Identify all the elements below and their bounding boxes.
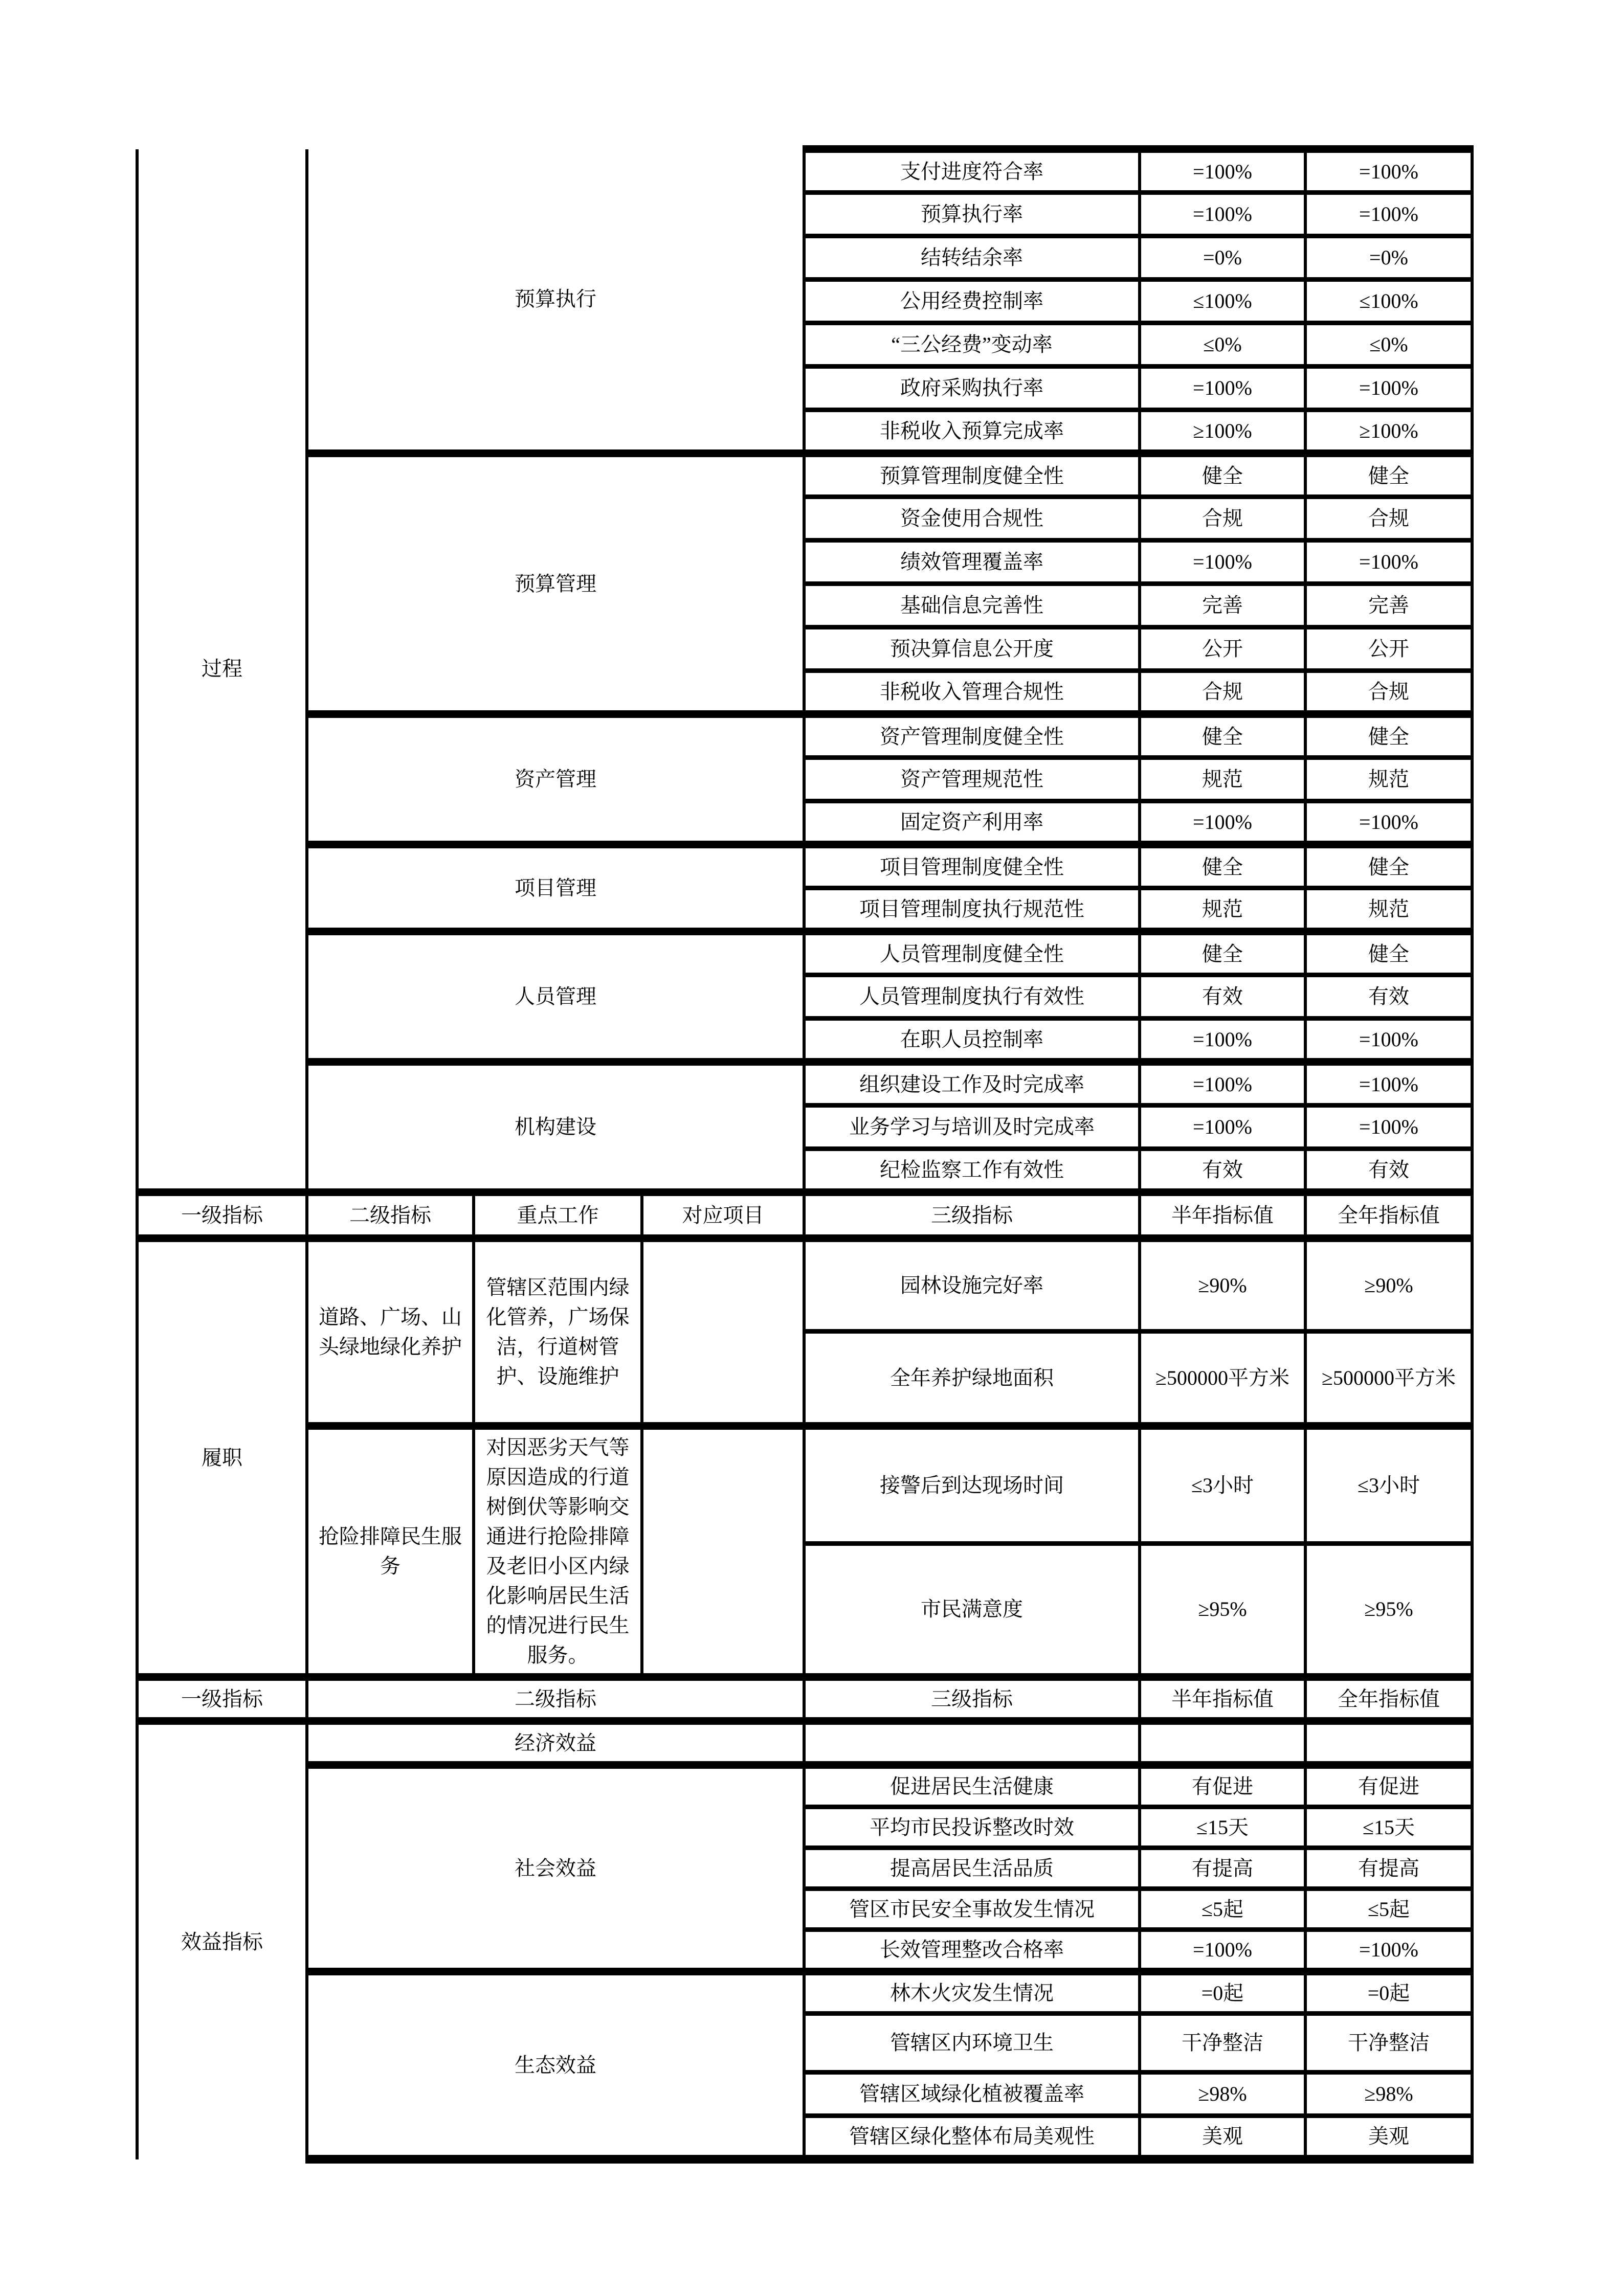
half-year-cell: ≥500000平方米 bbox=[1140, 1332, 1305, 1426]
full-year-cell: =100% bbox=[1305, 1106, 1472, 1149]
half-year-cell: 规范 bbox=[1140, 888, 1305, 932]
indicator-cell: 非税收入预算完成率 bbox=[804, 410, 1140, 454]
full-year-cell: =100% bbox=[1305, 367, 1472, 410]
full-year-cell: ≥100% bbox=[1305, 410, 1472, 454]
indicator-cell: 促进居民生活健康 bbox=[804, 1765, 1140, 1807]
half-year-cell: 健全 bbox=[1140, 454, 1305, 497]
half-year-cell: 有促进 bbox=[1140, 1765, 1305, 1807]
full-year-cell: ≤100% bbox=[1305, 280, 1472, 323]
full-year-cell: 美观 bbox=[1305, 2116, 1472, 2159]
full-year-cell: 合规 bbox=[1305, 497, 1472, 541]
full-year-cell: 有效 bbox=[1305, 975, 1472, 1019]
indicator-cell: 管辖区绿化整体布局美观性 bbox=[804, 2116, 1140, 2159]
table-row bbox=[137, 1239, 1472, 1332]
indicator-cell: 人员管理制度健全性 bbox=[804, 932, 1140, 975]
half-year-cell: 有效 bbox=[1140, 1149, 1305, 1192]
level2-cell-economic-benefit: 经济效益 bbox=[307, 1721, 804, 1765]
table-row bbox=[137, 149, 1472, 193]
half-year-cell: =100% bbox=[1140, 193, 1305, 236]
indicator-cell bbox=[804, 1721, 1140, 1765]
indicator-cell: 林木火灾发生情况 bbox=[804, 1972, 1140, 2014]
indicator-cell: 资产管理制度健全性 bbox=[804, 714, 1140, 758]
half-year-cell: =100% bbox=[1140, 1930, 1305, 1972]
project-cell bbox=[642, 1426, 804, 1677]
full-year-cell: 健全 bbox=[1305, 714, 1472, 758]
full-year-cell: =0% bbox=[1305, 236, 1472, 280]
half-year-cell: 规范 bbox=[1140, 758, 1305, 801]
header-level1: 一级指标 bbox=[137, 1677, 307, 1721]
indicator-cell: 园林设施完好率 bbox=[804, 1239, 1140, 1332]
key-work-cell: 对因恶劣天气等原因造成的行道树倒伏等影响交通进行抢险排障及老旧小区内绿化影响居民生活的情况进行民生服务。 bbox=[474, 1426, 642, 1677]
full-year-cell: 合规 bbox=[1305, 671, 1472, 714]
indicator-cell: 全年养护绿地面积 bbox=[804, 1332, 1140, 1426]
level2-cell-project-management: 项目管理 bbox=[307, 845, 804, 932]
indicator-cell: 基础信息完善性 bbox=[804, 584, 1140, 627]
half-year-cell: =100% bbox=[1140, 367, 1305, 410]
table-row bbox=[137, 454, 1472, 497]
half-year-cell: ≤15天 bbox=[1140, 1807, 1305, 1848]
indicator-cell: 平均市民投诉整改时效 bbox=[804, 1807, 1140, 1848]
level2-cell-greening-maintenance: 道路、广场、山头绿地绿化养护 bbox=[307, 1239, 474, 1426]
level1-cell-duty: 履职 bbox=[137, 1239, 307, 1677]
half-year-cell: 合规 bbox=[1140, 671, 1305, 714]
table-row bbox=[137, 932, 1472, 975]
half-year-cell: 有效 bbox=[1140, 975, 1305, 1019]
indicator-cell: 预算管理制度健全性 bbox=[804, 454, 1140, 497]
level2-cell-social-benefit: 社会效益 bbox=[307, 1765, 804, 1972]
indicator-cell: 在职人员控制率 bbox=[804, 1019, 1140, 1062]
indicator-cell: 管辖区域绿化植被覆盖率 bbox=[804, 2073, 1140, 2116]
indicator-cell: 资产管理规范性 bbox=[804, 758, 1140, 801]
full-year-cell: =0起 bbox=[1305, 1972, 1472, 2014]
full-year-cell bbox=[1305, 1721, 1472, 1765]
half-year-cell: ≤5起 bbox=[1140, 1889, 1305, 1930]
half-year-cell: =0起 bbox=[1140, 1972, 1305, 2014]
level1-cell-process: 过程 bbox=[137, 149, 307, 1192]
full-year-cell: 健全 bbox=[1305, 454, 1472, 497]
full-year-cell: ≤5起 bbox=[1305, 1889, 1472, 1930]
full-year-cell: ≥98% bbox=[1305, 2073, 1472, 2116]
full-year-cell: 有提高 bbox=[1305, 1848, 1472, 1889]
header-project: 对应项目 bbox=[642, 1192, 804, 1239]
indicator-cell: 项目管理制度执行规范性 bbox=[804, 888, 1140, 932]
header-level3: 三级指标 bbox=[804, 1192, 1140, 1239]
indicator-cell: 市民满意度 bbox=[804, 1543, 1140, 1677]
half-year-cell: =100% bbox=[1140, 1106, 1305, 1149]
full-year-cell: ≥500000平方米 bbox=[1305, 1332, 1472, 1426]
full-year-cell: =100% bbox=[1305, 1062, 1472, 1106]
level2-cell-budget-execution: 预算执行 bbox=[307, 149, 804, 454]
table-row bbox=[137, 1721, 1472, 1765]
level2-cell-personnel-management: 人员管理 bbox=[307, 932, 804, 1062]
header-level3: 三级指标 bbox=[804, 1677, 1140, 1721]
header-half-year: 半年指标值 bbox=[1140, 1677, 1305, 1721]
table-row bbox=[137, 845, 1472, 888]
indicator-cell: 管辖区内环境卫生 bbox=[804, 2014, 1140, 2073]
half-year-cell: 健全 bbox=[1140, 845, 1305, 888]
indicator-cell: 项目管理制度健全性 bbox=[804, 845, 1140, 888]
half-year-cell: 合规 bbox=[1140, 497, 1305, 541]
header-half-year: 半年指标值 bbox=[1140, 1192, 1305, 1239]
indicator-cell: 结转结余率 bbox=[804, 236, 1140, 280]
level2-cell-budget-management: 预算管理 bbox=[307, 454, 804, 714]
full-year-cell: =100% bbox=[1305, 541, 1472, 584]
project-cell bbox=[642, 1239, 804, 1426]
half-year-cell: 有提高 bbox=[1140, 1848, 1305, 1889]
half-year-cell: 完善 bbox=[1140, 584, 1305, 627]
full-year-cell: ≤15天 bbox=[1305, 1807, 1472, 1848]
indicator-cell: 长效管理整改合格率 bbox=[804, 1930, 1140, 1972]
indicator-cell: 管区市民安全事故发生情况 bbox=[804, 1889, 1140, 1930]
full-year-cell: ≤0% bbox=[1305, 323, 1472, 367]
level2-cell-emergency-service: 抢险排障民生服务 bbox=[307, 1426, 474, 1677]
half-year-cell: 健全 bbox=[1140, 932, 1305, 975]
level2-cell-ecological-benefit: 生态效益 bbox=[307, 1972, 804, 2159]
indicator-cell: “三公经费”变动率 bbox=[804, 323, 1140, 367]
indicator-cell: 纪检监察工作有效性 bbox=[804, 1149, 1140, 1192]
table-row bbox=[137, 1062, 1472, 1106]
half-year-cell: ≥98% bbox=[1140, 2073, 1305, 2116]
full-year-cell: 规范 bbox=[1305, 758, 1472, 801]
header-full-year: 全年指标值 bbox=[1305, 1192, 1472, 1239]
table-row bbox=[137, 1426, 1472, 1544]
header-key-work: 重点工作 bbox=[474, 1192, 642, 1239]
half-year-cell: =0% bbox=[1140, 236, 1305, 280]
performance-indicator-table bbox=[136, 145, 1474, 2164]
indicator-cell: 业务学习与培训及时完成率 bbox=[804, 1106, 1140, 1149]
full-year-cell: 健全 bbox=[1305, 845, 1472, 888]
full-year-cell: 干净整洁 bbox=[1305, 2014, 1472, 2073]
header-level2: 二级指标 bbox=[307, 1192, 474, 1239]
full-year-cell: 有促进 bbox=[1305, 1765, 1472, 1807]
indicator-cell: 预算执行率 bbox=[804, 193, 1140, 236]
indicator-cell: 资金使用合规性 bbox=[804, 497, 1140, 541]
indicator-cell: 政府采购执行率 bbox=[804, 367, 1140, 410]
header-row-short bbox=[137, 1677, 1472, 1721]
full-year-cell: ≥90% bbox=[1305, 1239, 1472, 1332]
indicator-cell: 公用经费控制率 bbox=[804, 280, 1140, 323]
half-year-cell: ≤0% bbox=[1140, 323, 1305, 367]
half-year-cell: ≤3小时 bbox=[1140, 1426, 1305, 1544]
full-year-cell: =100% bbox=[1305, 193, 1472, 236]
indicator-cell: 人员管理制度执行有效性 bbox=[804, 975, 1140, 1019]
full-year-cell: 健全 bbox=[1305, 932, 1472, 975]
indicator-cell: 绩效管理覆盖率 bbox=[804, 541, 1140, 584]
indicator-cell: 提高居民生活品质 bbox=[804, 1848, 1140, 1889]
full-year-cell: =100% bbox=[1305, 1019, 1472, 1062]
table-row bbox=[137, 1972, 1472, 2014]
header-level2: 二级指标 bbox=[307, 1677, 804, 1721]
level1-cell-benefit: 效益指标 bbox=[137, 1721, 307, 2159]
half-year-cell: ≥90% bbox=[1140, 1239, 1305, 1332]
indicator-cell: 非税收入管理合规性 bbox=[804, 671, 1140, 714]
half-year-cell: 健全 bbox=[1140, 714, 1305, 758]
half-year-cell: =100% bbox=[1140, 541, 1305, 584]
indicator-cell: 接警后到达现场时间 bbox=[804, 1426, 1140, 1544]
key-work-cell: 管辖区范围内绿化管养，广场保洁，行道树管护、设施维护 bbox=[474, 1239, 642, 1426]
full-year-cell: 公开 bbox=[1305, 627, 1472, 671]
full-year-cell: ≥95% bbox=[1305, 1543, 1472, 1677]
half-year-cell: ≥95% bbox=[1140, 1543, 1305, 1677]
full-year-cell: =100% bbox=[1305, 149, 1472, 193]
full-year-cell: 有效 bbox=[1305, 1149, 1472, 1192]
full-year-cell: ≤3小时 bbox=[1305, 1426, 1472, 1544]
full-year-cell: =100% bbox=[1305, 801, 1472, 845]
table-row bbox=[137, 714, 1472, 758]
indicator-cell: 支付进度符合率 bbox=[804, 149, 1140, 193]
half-year-cell: 公开 bbox=[1140, 627, 1305, 671]
indicator-cell: 固定资产利用率 bbox=[804, 801, 1140, 845]
full-year-cell: =100% bbox=[1305, 1930, 1472, 1972]
half-year-cell: ≤100% bbox=[1140, 280, 1305, 323]
full-year-cell: 完善 bbox=[1305, 584, 1472, 627]
half-year-cell: 美观 bbox=[1140, 2116, 1305, 2159]
half-year-cell bbox=[1140, 1721, 1305, 1765]
header-level1: 一级指标 bbox=[137, 1192, 307, 1239]
half-year-cell: =100% bbox=[1140, 801, 1305, 845]
level2-cell-institution-building: 机构建设 bbox=[307, 1062, 804, 1192]
level2-cell-asset-management: 资产管理 bbox=[307, 714, 804, 845]
half-year-cell: ≥100% bbox=[1140, 410, 1305, 454]
half-year-cell: =100% bbox=[1140, 1062, 1305, 1106]
table-row bbox=[137, 1765, 1472, 1807]
header-full-year: 全年指标值 bbox=[1305, 1677, 1472, 1721]
half-year-cell: =100% bbox=[1140, 1019, 1305, 1062]
indicator-cell: 预决算信息公开度 bbox=[804, 627, 1140, 671]
header-row-full bbox=[137, 1192, 1472, 1239]
half-year-cell: =100% bbox=[1140, 149, 1305, 193]
full-year-cell: 规范 bbox=[1305, 888, 1472, 932]
indicator-cell: 组织建设工作及时完成率 bbox=[804, 1062, 1140, 1106]
half-year-cell: 干净整洁 bbox=[1140, 2014, 1305, 2073]
